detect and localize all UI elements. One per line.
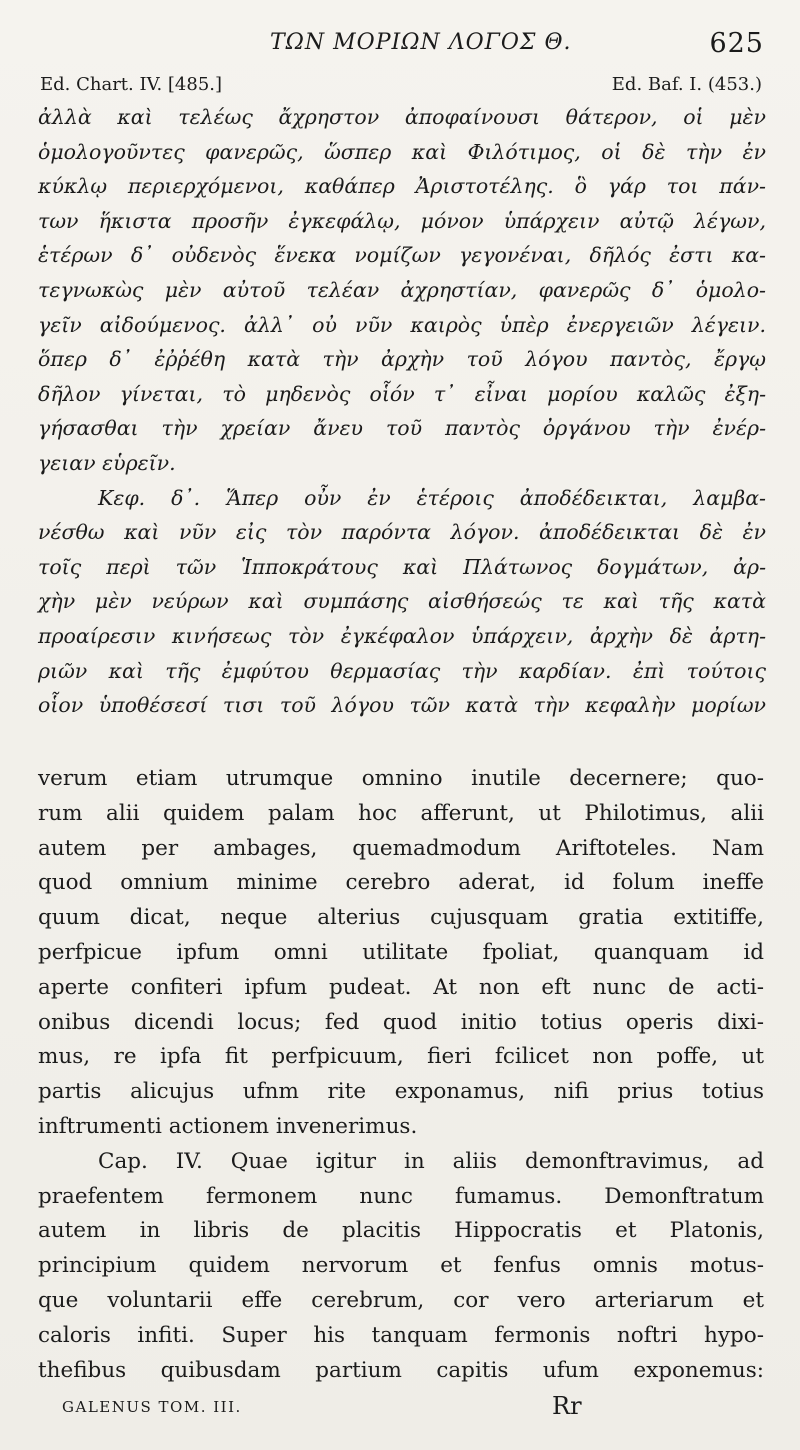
gathering-signature: Rr: [552, 1392, 582, 1420]
latin-line: autem per ambages, quemadmodum Ariftoteles. Nam: [38, 835, 764, 861]
greek-line: χὴν μὲν νεύρων καὶ συμπάσης αἰσθήσεώς τε καὶ τῆς κατὰ: [38, 589, 766, 614]
latin-line: mus, re ipfa fit perfpicuum, fieri fcilicet non poffe, ut: [38, 1044, 764, 1070]
latin-line: autem in libris de placitis Hippocratis et Platonis,: [38, 1218, 764, 1244]
edition-basel-reference: Ed. Baf. I. (453.): [611, 74, 762, 95]
running-title: ΤΩΝ ΜΟΡΙΩΝ ΛΟΓΟΣ Θ.: [270, 30, 572, 55]
latin-line: onibus dicendi locus; fed quod initio totius operis dixi-: [38, 1009, 764, 1035]
latin-line: rum alii quidem palam hoc afferunt, ut Philotimus, alii: [38, 800, 764, 826]
latin-line: thefibus quibusdam partium capitis ufum exponemus:: [38, 1357, 764, 1383]
latin-line: perfpicue ipfum omni utilitate fpoliat, quanquam id: [38, 939, 764, 965]
latin-line: que voluntarii effe cerebrum, cor vero arteriarum et: [38, 1287, 764, 1313]
greek-line: οἷον ὑποθέσεσί τισι τοῦ λόγου τῶν κατὰ τὴν κεφαλὴν μορίων: [38, 693, 766, 718]
latin-line: quum dicat, neque alterius cujusquam gratia extitiffe,: [38, 905, 764, 931]
latin-chapter-start: Cap. IV. Quae igitur in aliis demonftravimus, ad: [98, 1148, 764, 1174]
greek-line: ἑτέρων δ᾽ οὐδενὸς ἕνεκα νομίζων γεγονέναι, δῆλός ἐστι κα-: [38, 243, 766, 268]
latin-line: verum etiam utrumque omnino inutile decernere; quo-: [38, 766, 764, 791]
greek-line: ὁμολογοῦντες φανερῶς, ὥσπερ καὶ Φιλότιμος, οἱ δὲ τὴν ἐν: [38, 139, 766, 164]
latin-line: principium quidem nervorum et fenfus omnis motus-: [38, 1253, 764, 1279]
greek-line: ἀλλὰ καὶ τελέως ἄχρηστον ἀποφαίνουσι θάτερον, οἱ μὲν: [38, 105, 766, 129]
page-footer: [62, 1392, 740, 1422]
greek-line: γειαν εὑρεῖν.: [38, 450, 176, 475]
latin-line: praefentem fermonem nunc fumamus. Demonftratum: [38, 1183, 764, 1209]
greek-line: ὅπερ δ᾽ ἐῤῥέθη κατὰ τὴν ἀρχὴν τοῦ λόγου παντὸς, ἔργῳ: [38, 347, 766, 372]
greek-chapter-start: Κεφ. δ᾽. Ἅπερ οὖν ἐν ἑτέροις ἀποδέδεικται, λαμβα-: [98, 485, 766, 510]
greek-line: των ἥκιστα προσῆν ἐγκεφάλῳ, μόνον ὑπάρχειν αὐτῷ λέγων,: [38, 208, 766, 233]
greek-line: νέσθω καὶ νῦν εἰς τὸν παρόντα λόγον. ἀποδέδεικται δὲ ἐν: [38, 520, 766, 545]
greek-line: τεγνωκὼς μὲν αὐτοῦ τελέαν ἀχρηστίαν, φανερῶς δ᾽ ὁμολο-: [38, 277, 766, 302]
latin-text-block: [38, 762, 764, 1388]
latin-line: partis alicujus ufnm rite exponamus, nifi prius totius: [38, 1079, 764, 1105]
edition-chart-reference: Ed. Chart. IV. [485.]: [40, 74, 223, 95]
latin-line: inftrumenti actionem invenerimus.: [38, 1113, 418, 1139]
greek-line: ριῶν καὶ τῆς ἐμφύτου θερμασίας τὴν καρδίαν. ἐπὶ τούτοις: [38, 658, 766, 683]
greek-line: γήσασθαι τὴν χρείαν ἄνευ τοῦ παντὸς ὀργάνου τὴν ἐνέρ-: [38, 416, 766, 441]
greek-line: προαίρεσιν κινήσεως τὸν ἐγκέφαλον ὑπάρχειν, ἀρχὴν δὲ ἀρτη-: [38, 623, 766, 648]
page-number: 625: [709, 28, 764, 59]
latin-line: aperte confiteri ipfum pudeat. At non eft nunc de acti-: [38, 974, 764, 1000]
greek-line: γεῖν αἰδούμενος. ἀλλ᾽ οὐ νῦν καιρὸς ὑπὲρ ἐνεργειῶν λέγειν.: [38, 312, 766, 337]
edition-references: [40, 74, 762, 102]
volume-signature: GALENUS TOM. III.: [62, 1398, 242, 1416]
running-head: [40, 30, 764, 62]
greek-line: τοῖς περὶ τῶν Ἱπποκράτους καὶ Πλάτωνος δογμάτων, ἀρ-: [38, 554, 766, 579]
greek-line: κύκλῳ περιερχόμενοι, καθάπερ Ἀριστοτέλης. ὃ γάρ τοι πάν-: [38, 174, 766, 199]
greek-text-block: [38, 100, 766, 723]
greek-line: δῆλον γίνεται, τὸ μηδενὸς οἷόν τ᾽ εἶναι μορίου καλῶς ἐξη-: [38, 381, 766, 406]
latin-line: caloris infiti. Super his tanquam fermonis noftri hypo-: [38, 1322, 764, 1348]
latin-line: quod omnium minime cerebro aderat, id folum ineffe: [38, 870, 764, 896]
